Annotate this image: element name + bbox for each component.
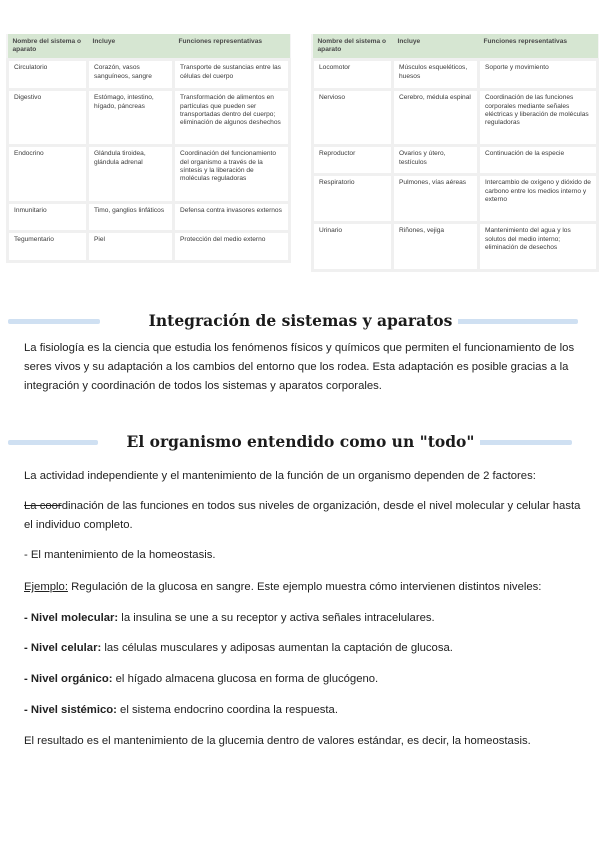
column-header: Incluye bbox=[88, 34, 174, 60]
system-name: Respiratorio bbox=[313, 175, 393, 223]
heading-highlight-left bbox=[8, 440, 98, 445]
level-label: - Nivel sistémico: bbox=[24, 704, 117, 716]
factor-text: dinación de las funciones en todos sus niveles de organización, desde el nivel molecular y celular hasta el individuo completo. bbox=[24, 500, 581, 531]
systems-table-left bbox=[6, 34, 291, 263]
system-functions: Soporte y movimiento bbox=[479, 60, 598, 90]
column-header: Funciones representativas bbox=[479, 34, 598, 60]
table-header-row bbox=[8, 34, 290, 60]
column-header: Nombre del sistema o aparato bbox=[8, 34, 88, 60]
paragraph-intro: La actividad independiente y el mantenimiento de la función de un organismo dependen de 2 factores: bbox=[24, 470, 536, 482]
table-row bbox=[8, 232, 290, 262]
system-includes: Corazón, vasos sanguíneos, sangre bbox=[88, 60, 174, 90]
table-row bbox=[8, 90, 290, 146]
system-includes: Timo, ganglios linfáticos bbox=[88, 203, 174, 232]
column-header: Incluye bbox=[393, 34, 479, 60]
system-includes: Piel bbox=[88, 232, 174, 262]
table-row bbox=[8, 203, 290, 232]
heading-highlight-left bbox=[8, 319, 100, 324]
table-row bbox=[8, 60, 290, 90]
table-row bbox=[313, 60, 598, 90]
system-includes: Pulmones, vías aéreas bbox=[393, 175, 479, 223]
system-name: Locomotor bbox=[313, 60, 393, 90]
system-includes: Estómago, intestino, hígado, páncreas bbox=[88, 90, 174, 146]
example-label: Ejemplo: bbox=[24, 581, 68, 593]
system-name: Tegumentario bbox=[8, 232, 88, 262]
table-row bbox=[313, 90, 598, 146]
system-functions: Mantenimiento del agua y los solutos del medio interno; eliminación de desechos bbox=[479, 223, 598, 271]
paragraph-factor-coordination bbox=[24, 497, 584, 535]
table-row bbox=[313, 146, 598, 175]
paragraph-physiology: La fisiología es la ciencia que estudia los fenómenos físicos y químicos que permiten el funcionamiento de los seres vivos y su adaptación a los cambios del entorno que los rodea. Esta adaptación es posible gracias a la integración y coordinación de todos los sistemas y aparatos corporales. bbox=[24, 342, 575, 392]
systems-table-right bbox=[311, 34, 599, 272]
level-text: el sistema endocrino coordina la respuesta. bbox=[116, 704, 338, 716]
system-includes: Cerebro, médula espinal bbox=[393, 90, 479, 146]
table-row bbox=[313, 223, 598, 271]
level-text: el hígado almacena glucosa en forma de glucógeno. bbox=[112, 673, 379, 685]
system-functions: Coordinación del funcionamiento del organismo a través de la síntesis y la liberación de moléculas reguladoras bbox=[174, 146, 290, 203]
section-title-text: El organismo entendido como un "todo" bbox=[121, 432, 481, 451]
level-label: - Nivel molecular: bbox=[24, 612, 119, 624]
column-header: Funciones representativas bbox=[174, 34, 290, 60]
system-functions: Protección del medio externo bbox=[174, 232, 290, 262]
list-item-level-molecular bbox=[24, 609, 584, 628]
list-item-level-systemic bbox=[24, 701, 584, 720]
level-text: la insulina se une a su receptor y activa señales intracelulares. bbox=[118, 612, 435, 624]
table-row bbox=[8, 146, 290, 203]
system-functions: Transformación de alimentos en partículas que pueden ser transportadas dentro del cuerpo; eliminación de algunos deshechos bbox=[174, 90, 290, 146]
system-name: Urinario bbox=[313, 223, 393, 271]
table-header-row bbox=[313, 34, 598, 60]
system-name: Digestivo bbox=[8, 90, 88, 146]
paragraph-conclusion: El resultado es el mantenimiento de la glucemia dentro de valores estándar, es decir, la homeostasis. bbox=[24, 735, 531, 747]
level-text: las células musculares y adiposas aumentan la captación de glucosa. bbox=[101, 642, 453, 654]
system-functions: Continuación de la especie bbox=[479, 146, 598, 175]
column-header: Nombre del sistema o aparato bbox=[313, 34, 393, 60]
system-name: Circulatorio bbox=[8, 60, 88, 90]
system-name: Endocrino bbox=[8, 146, 88, 203]
system-functions: Coordinación de las funciones corporales mediante señales eléctricas y liberación de moléculas reguladoras bbox=[479, 90, 598, 146]
struck-text: La coor bbox=[24, 500, 62, 512]
system-name: Inmunitario bbox=[8, 203, 88, 232]
system-includes: Músculos esqueléticos, huesos bbox=[393, 60, 479, 90]
system-name: Reproductor bbox=[313, 146, 393, 175]
system-includes: Ovarios y útero, testículos bbox=[393, 146, 479, 175]
list-item-level-cellular bbox=[24, 639, 584, 658]
level-label: - Nivel celular: bbox=[24, 642, 102, 654]
example-text: Regulación de la glucosa en sangre. Este ejemplo muestra cómo intervienen distintos niveles: bbox=[67, 581, 542, 593]
system-includes: Riñones, vejiga bbox=[393, 223, 479, 271]
system-includes: Glándula tiroidea, glándula adrenal bbox=[88, 146, 174, 203]
list-item-level-organic bbox=[24, 670, 584, 689]
system-name: Nervioso bbox=[313, 90, 393, 146]
section-title-text: Integración de sistemas y aparatos bbox=[143, 311, 459, 330]
heading-highlight-right bbox=[464, 440, 572, 445]
system-functions: Intercambio de oxígeno y dióxido de carbono entre los medios interno y externo bbox=[479, 175, 598, 223]
paragraph-example bbox=[24, 578, 584, 597]
system-functions: Transporte de sustancias entre las células del cuerpo bbox=[174, 60, 290, 90]
system-functions: Defensa contra invasores externos bbox=[174, 203, 290, 232]
table-row bbox=[313, 175, 598, 223]
level-label: - Nivel orgánico: bbox=[24, 673, 113, 685]
paragraph-factor-homeostasis: - El mantenimiento de la homeostasis. bbox=[24, 549, 216, 561]
